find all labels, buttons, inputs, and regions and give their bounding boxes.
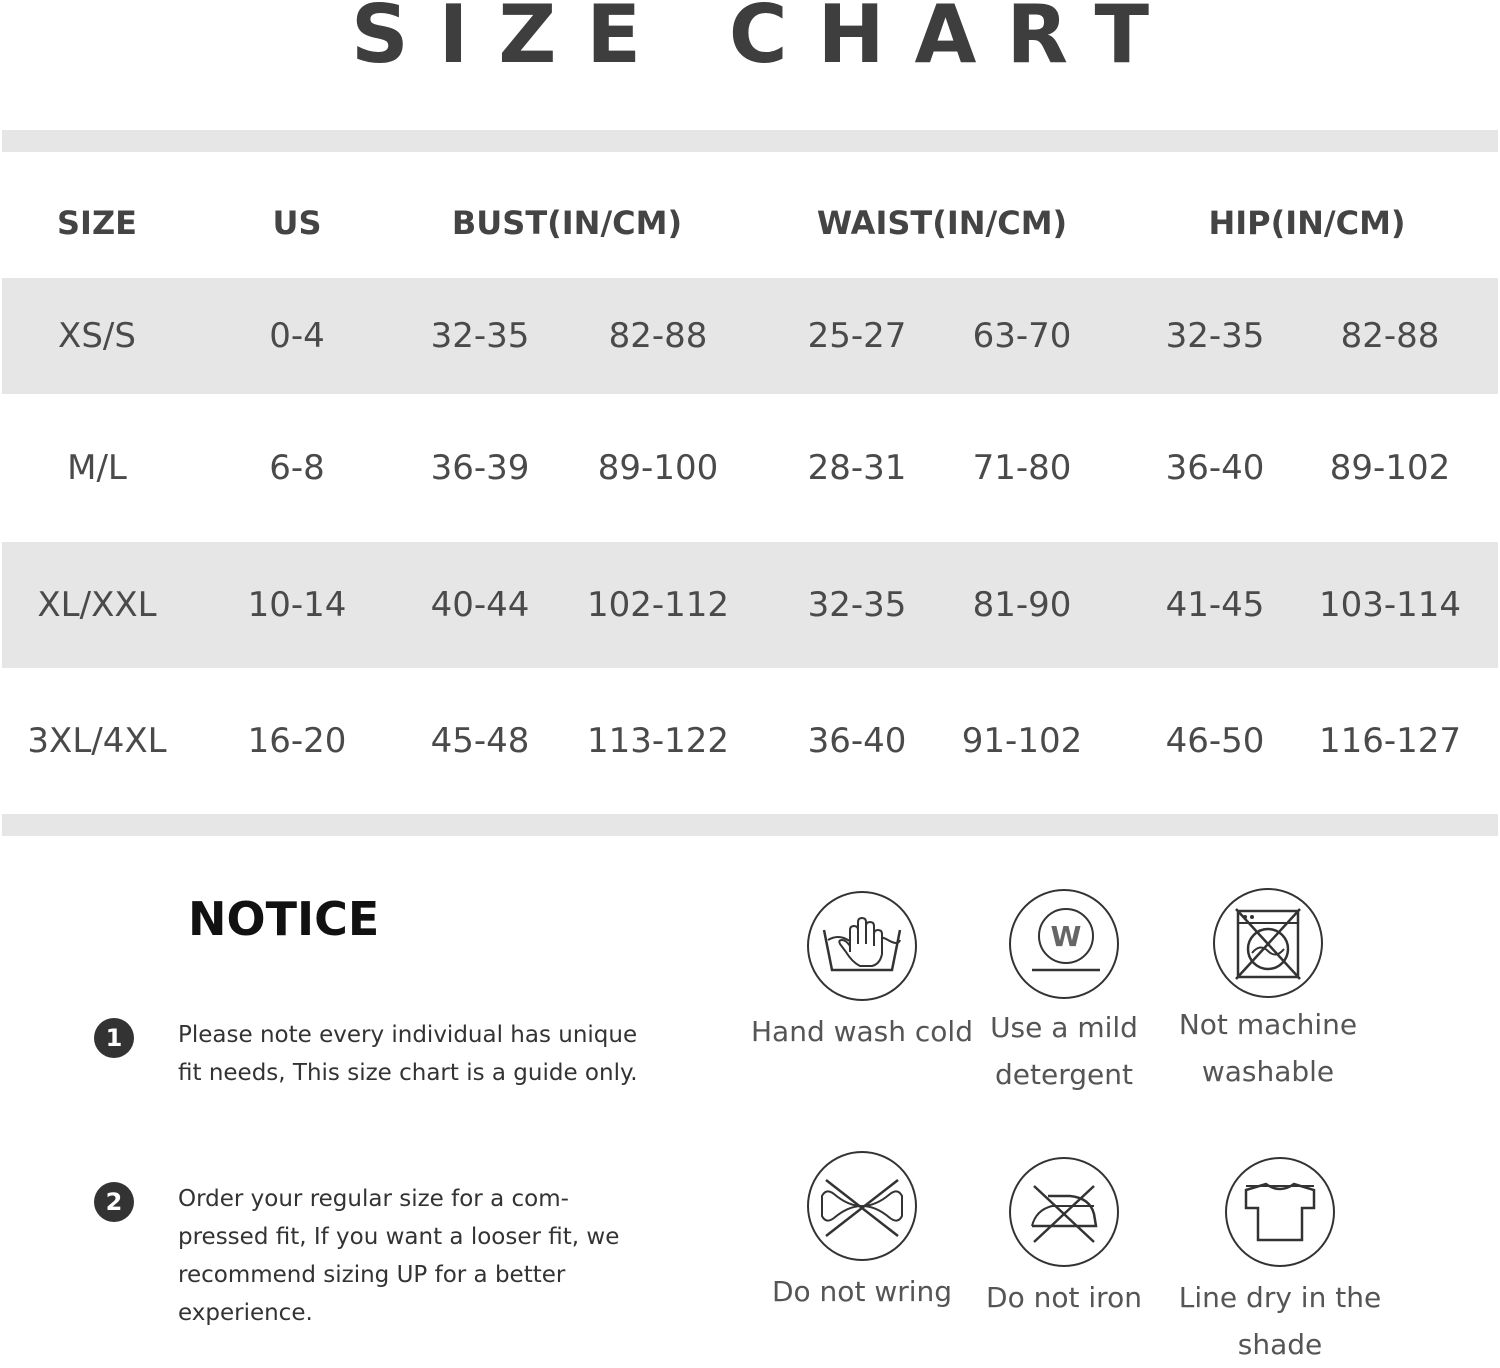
size-cell: M/L xyxy=(67,448,127,488)
table-row xyxy=(2,394,1498,542)
hip-in-cell: 46-50 xyxy=(1165,721,1265,761)
waist-in-cell: 36-40 xyxy=(807,721,907,761)
bust-cm-cell: 102-112 xyxy=(586,585,730,625)
care-label: Use a mild detergent xyxy=(990,1011,1138,1091)
number-badge: 2 xyxy=(94,1182,134,1222)
waist-in-cell: 28-31 xyxy=(807,448,907,488)
care-label: Line dry in the shade xyxy=(1178,1281,1382,1361)
bust-in-cell: 45-48 xyxy=(430,721,530,761)
hip-cm-cell: 89-102 xyxy=(1329,448,1451,488)
bust-in-cell: 40-44 xyxy=(430,585,530,625)
line-dry-shade-icon xyxy=(1224,1156,1336,1268)
us-cell: 16-20 xyxy=(247,721,347,761)
size-cell: XS/S xyxy=(58,316,136,356)
no-machine-wash-icon xyxy=(1212,887,1324,999)
us-cell: 6-8 xyxy=(269,448,325,488)
table-row xyxy=(2,542,1498,668)
table-row xyxy=(2,668,1498,814)
bust-cm-cell: 113-122 xyxy=(586,721,730,761)
hip-cm-cell: 116-127 xyxy=(1318,721,1462,761)
bust-cm-cell: 82-88 xyxy=(608,316,708,356)
header-waist: WAIST(IN/CM) xyxy=(816,204,1068,242)
svg-text:W: W xyxy=(1050,920,1082,953)
care-label: Do not wring xyxy=(771,1275,953,1308)
hip-in-cell: 36-40 xyxy=(1165,448,1265,488)
header-bust: BUST(IN/CM) xyxy=(451,204,683,242)
care-label: Do not iron xyxy=(986,1281,1142,1314)
care-label: Not machine washable xyxy=(1178,1008,1358,1088)
bust-cm-cell: 89-100 xyxy=(597,448,719,488)
size-cell: 3XL/4XL xyxy=(27,721,167,761)
do-not-iron-icon xyxy=(1008,1156,1120,1268)
hip-cm-cell: 103-114 xyxy=(1318,585,1462,625)
waist-cm-cell: 71-80 xyxy=(972,448,1072,488)
waist-in-cell: 25-27 xyxy=(807,316,907,356)
waist-cm-cell: 81-90 xyxy=(972,585,1072,625)
table-row xyxy=(2,278,1498,394)
bottom-divider-band xyxy=(2,814,1498,836)
hand-wash-icon xyxy=(806,890,918,1002)
waist-cm-cell: 91-102 xyxy=(961,721,1083,761)
notice-text: Please note every individual has unique fit needs, This size chart is a guide only. xyxy=(178,1022,638,1086)
care-label: Hand wash cold xyxy=(750,1015,973,1048)
do-not-wring-icon xyxy=(806,1150,918,1262)
us-cell: 0-4 xyxy=(269,316,325,356)
mild-detergent-icon xyxy=(1008,888,1120,1000)
size-table xyxy=(2,168,1498,814)
hip-in-cell: 32-35 xyxy=(1165,316,1265,356)
us-cell: 10-14 xyxy=(247,585,347,625)
page-title: SIZE CHART xyxy=(350,0,1180,81)
table-header-row xyxy=(2,168,1498,278)
header-us: US xyxy=(272,204,322,242)
header-hip: HIP(IN/CM) xyxy=(1208,204,1406,242)
bust-in-cell: 32-35 xyxy=(430,316,530,356)
notice-heading: NOTICE xyxy=(188,892,380,946)
hip-in-cell: 41-45 xyxy=(1165,585,1265,625)
waist-in-cell: 32-35 xyxy=(807,585,907,625)
top-divider-band xyxy=(2,130,1498,152)
waist-cm-cell: 63-70 xyxy=(972,316,1072,356)
size-cell: XL/XXL xyxy=(37,585,157,625)
notice-text: Order your regular size for a com-pressed fit, If you want a looser fit, we recommend sizing UP for a better experience. xyxy=(178,1186,620,1326)
bust-in-cell: 36-39 xyxy=(430,448,530,488)
header-size: SIZE xyxy=(56,204,137,242)
hip-cm-cell: 82-88 xyxy=(1340,316,1440,356)
number-badge: 1 xyxy=(94,1018,134,1058)
